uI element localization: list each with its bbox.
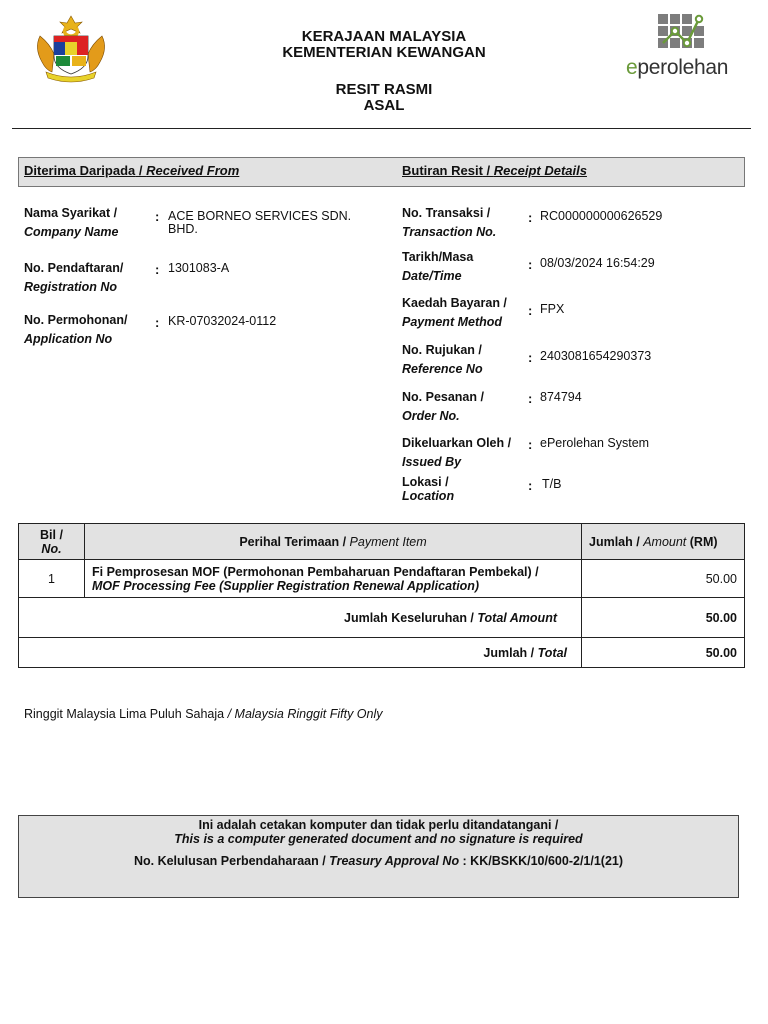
- company-name-value: ACE BORNEO SERVICES SDN. BHD.: [168, 209, 352, 236]
- col-amount-header: Jumlah / Amount (RM): [582, 524, 745, 560]
- receipt-details-heading: Butiran Resit / Receipt Details: [402, 163, 587, 178]
- payment-items-table: [18, 523, 745, 668]
- received-from-heading: Diterima Daripada / Received From: [24, 163, 240, 178]
- colon: :: [528, 210, 533, 225]
- transaction-no-value: RC000000000626529: [540, 209, 663, 223]
- colon: :: [528, 478, 533, 493]
- total-label: Jumlah / Total: [19, 638, 582, 668]
- colon: :: [528, 350, 533, 365]
- row-amount: 50.00: [582, 560, 745, 598]
- colon: :: [528, 257, 533, 272]
- footer-notice-ms: Ini adalah cetakan komputer dan tidak perlu ditandatangani /: [198, 818, 559, 832]
- issued-by-label: Dikeluarkan Oleh / Issued By: [402, 436, 512, 469]
- order-no-label: No. Pesanan / Order No.: [402, 390, 484, 423]
- colon: :: [155, 315, 160, 330]
- ministry-name: KEMENTERIAN KEWANGAN: [282, 44, 486, 61]
- datetime-label: Tarikh/Masa Date/Time: [402, 250, 474, 283]
- total-row: [19, 638, 745, 668]
- document-title: RESIT RASMI: [335, 81, 433, 98]
- footer-notice-box: [18, 815, 739, 898]
- header-divider: [12, 128, 751, 129]
- grand-total-value: 50.00: [582, 598, 745, 638]
- amount-in-words: Ringgit Malaysia Lima Puluh Sahaja / Malaysia Ringgit Fifty Only: [24, 707, 383, 721]
- datetime-value: 08/03/2024 16:54:29: [540, 256, 655, 270]
- application-no-value: KR-07032024-0112: [168, 314, 277, 328]
- registration-no-label: No. Pendaftaran/ Registration No: [24, 261, 124, 294]
- total-value: 50.00: [582, 638, 745, 668]
- col-item-header: Perihal Terimaan / Payment Item: [85, 524, 582, 560]
- row-item: Fi Pemprosesan MOF (Permohonan Pembaharuan Pendaftaran Pembekal) / MOF Processing Fee (Supplier Registration Renewal Application): [85, 560, 582, 598]
- application-no-label: No. Permohonan/ Application No: [24, 313, 128, 346]
- transaction-no-label: No. Transaksi / Transaction No.: [402, 206, 497, 239]
- payment-method-label: Kaedah Bayaran / Payment Method: [402, 296, 507, 329]
- reference-no-label: No. Rujukan / Reference No: [402, 343, 483, 376]
- payment-method-value: FPX: [540, 302, 565, 316]
- colon: :: [528, 391, 533, 406]
- document-subtitle: ASAL: [363, 97, 405, 114]
- table-header-row: [19, 524, 745, 560]
- location-label: Lokasi / Location: [402, 475, 455, 503]
- issued-by-value: ePerolehan System: [540, 436, 650, 450]
- colon: :: [528, 303, 533, 318]
- colon: :: [155, 262, 160, 277]
- registration-no-value: 1301083-A: [168, 261, 230, 275]
- row-no: 1: [19, 560, 85, 598]
- order-no-value: 874794: [540, 390, 582, 404]
- col-no-header: Bil / No.: [19, 524, 85, 560]
- location-value: T/B: [542, 477, 562, 491]
- logo-wordmark: eperolehan: [626, 56, 729, 79]
- colon: :: [155, 209, 160, 224]
- colon: :: [528, 437, 533, 452]
- grand-total-label: Jumlah Keseluruhan / Total Amount: [19, 598, 582, 638]
- grand-total-row: [19, 598, 745, 638]
- footer-notice-en: This is a computer generated document and no signature is required: [174, 832, 583, 846]
- company-name-label: Nama Syarikat / Company Name: [24, 206, 119, 239]
- table-row: [19, 560, 745, 598]
- treasury-approval: No. Kelulusan Perbendaharaan / Treasury Approval No : KK/BSKK/10/600-2/1/1(21): [133, 854, 624, 868]
- reference-no-value: 2403081654290373: [540, 349, 652, 363]
- government-name: KERAJAAN MALAYSIA: [301, 28, 467, 45]
